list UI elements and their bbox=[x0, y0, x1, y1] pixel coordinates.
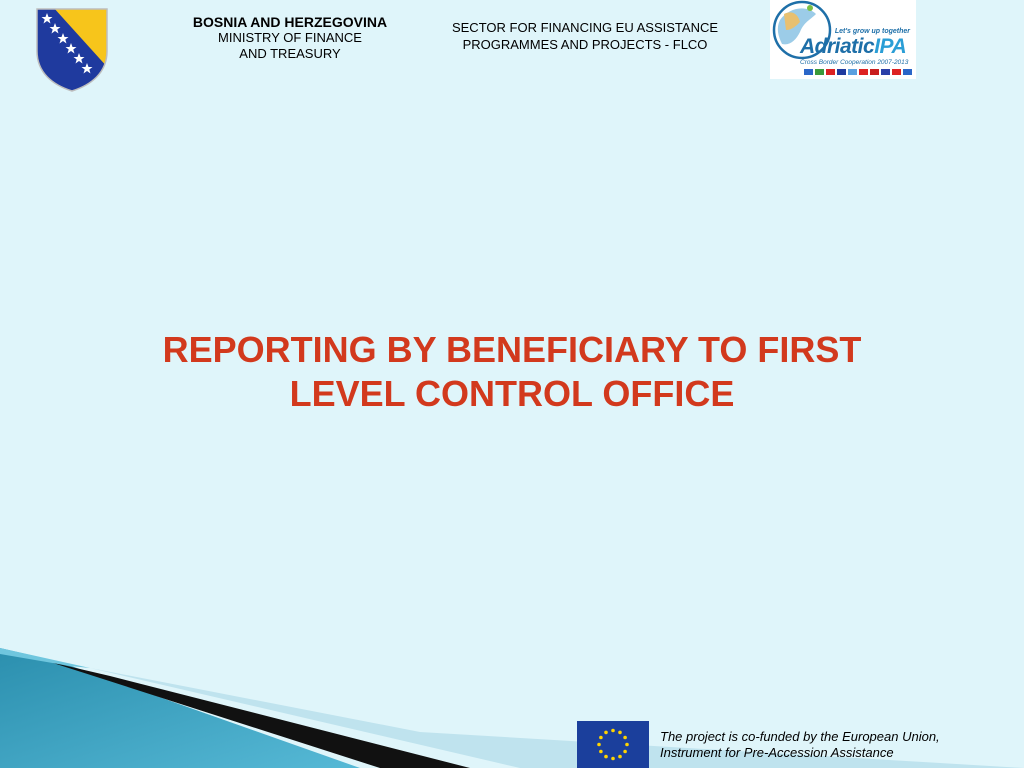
ministry-name-line2: AND TREASURY bbox=[239, 46, 341, 61]
adriatic-ipa-logo bbox=[770, 0, 916, 79]
logo-name-accent: IPA bbox=[874, 35, 907, 58]
logo-tagline: Let's grow up together bbox=[834, 28, 910, 35]
logo-name bbox=[800, 35, 906, 59]
eu-funding-line2: Instrument for Pre-Accession Assistance bbox=[660, 745, 894, 760]
eu-funding-line1: The project is co-funded by the European Union, bbox=[660, 729, 940, 744]
sector-header bbox=[425, 19, 745, 53]
ministry-name-line1: MINISTRY OF FINANCE bbox=[218, 30, 362, 45]
eu-flag-icon bbox=[577, 721, 649, 768]
country-name: BOSNIA AND HERZEGOVINA bbox=[192, 14, 388, 30]
ministry-header bbox=[170, 14, 410, 62]
slide-title bbox=[100, 328, 924, 416]
slide-title-line1: REPORTING BY BENEFICIARY TO FIRST bbox=[162, 329, 862, 370]
sector-name-line1: SECTOR FOR FINANCING EU ASSISTANCE bbox=[451, 20, 719, 35]
country-flags-icon bbox=[804, 69, 912, 76]
eu-funding-note bbox=[660, 729, 1020, 761]
logo-subtitle: Cross Border Cooperation 2007-2013 bbox=[800, 59, 909, 66]
sector-name-line2: PROGRAMMES AND PROJECTS - FLCO bbox=[462, 37, 708, 52]
slide-title-line2: LEVEL CONTROL OFFICE bbox=[289, 373, 735, 414]
bosnia-coat-of-arms-icon bbox=[35, 7, 109, 93]
logo-name-main: Adriatic bbox=[800, 35, 875, 58]
